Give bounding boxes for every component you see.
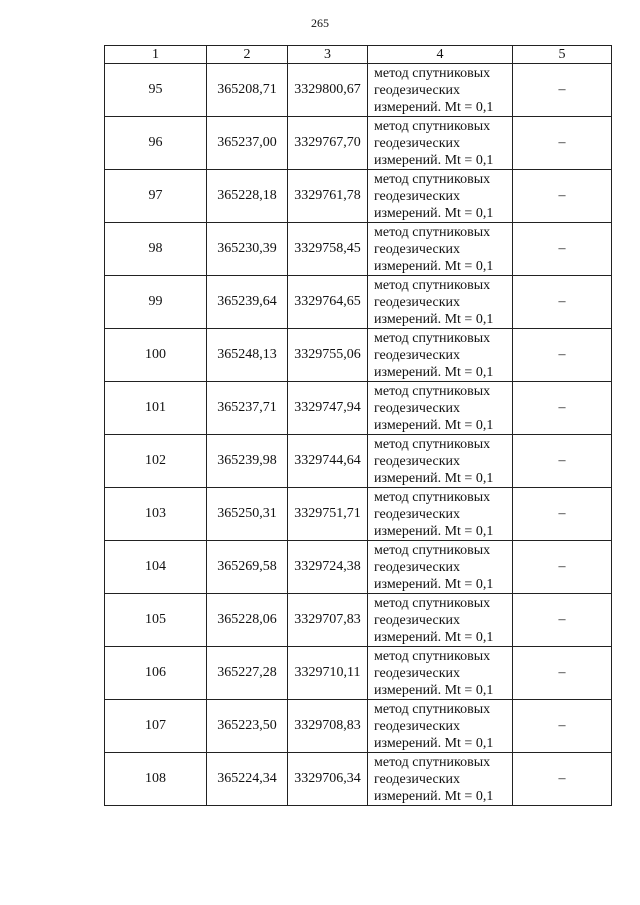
- method-line-2: геодезических: [374, 241, 461, 257]
- y-coordinate-cell: 3329767,70: [288, 117, 368, 170]
- y-coordinate-cell: 3329706,34: [288, 753, 368, 806]
- method-cell: [368, 435, 513, 488]
- y-coordinate-cell: 3329724,38: [288, 541, 368, 594]
- table-row: [105, 541, 612, 594]
- column-5-cell: –: [513, 753, 612, 806]
- point-number-cell: 96: [105, 117, 207, 170]
- point-number-cell: 99: [105, 276, 207, 329]
- method-line-1: метод спутниковых: [374, 118, 491, 134]
- y-coordinate-cell: 3329747,94: [288, 382, 368, 435]
- table-row: [105, 594, 612, 647]
- x-coordinate-cell: 365237,71: [207, 382, 288, 435]
- method-cell: [368, 64, 513, 117]
- table-row: [105, 647, 612, 700]
- column-5-cell: –: [513, 488, 612, 541]
- method-line-2: геодезических: [374, 453, 461, 469]
- point-number-cell: 105: [105, 594, 207, 647]
- method-line-2: геодезических: [374, 188, 461, 204]
- method-line-1: метод спутниковых: [374, 489, 491, 505]
- method-line-3: измерений. Mt = 0,1: [374, 788, 494, 804]
- y-coordinate-cell: 3329751,71: [288, 488, 368, 541]
- x-coordinate-cell: 365224,34: [207, 753, 288, 806]
- y-coordinate-cell: 3329758,45: [288, 223, 368, 276]
- x-coordinate-cell: 365230,39: [207, 223, 288, 276]
- point-number-cell: 101: [105, 382, 207, 435]
- method-line-1: метод спутниковых: [374, 330, 491, 346]
- x-coordinate-cell: 365269,58: [207, 541, 288, 594]
- method-line-2: геодезических: [374, 506, 461, 522]
- x-coordinate-cell: 365239,64: [207, 276, 288, 329]
- method-cell: [368, 170, 513, 223]
- x-coordinate-cell: 365227,28: [207, 647, 288, 700]
- point-number-cell: 97: [105, 170, 207, 223]
- method-line-1: метод спутниковых: [374, 171, 491, 187]
- header-row: [105, 46, 612, 64]
- point-number-cell: 103: [105, 488, 207, 541]
- y-coordinate-cell: 3329764,65: [288, 276, 368, 329]
- method-line-3: измерений. Mt = 0,1: [374, 470, 494, 486]
- y-coordinate-cell: 3329761,78: [288, 170, 368, 223]
- x-coordinate-cell: 365208,71: [207, 64, 288, 117]
- method-line-3: измерений. Mt = 0,1: [374, 311, 494, 327]
- table-row: [105, 64, 612, 117]
- table-row: [105, 223, 612, 276]
- point-number-cell: 102: [105, 435, 207, 488]
- method-cell: [368, 382, 513, 435]
- table-row: [105, 276, 612, 329]
- method-line-2: геодезических: [374, 771, 461, 787]
- x-coordinate-cell: 365223,50: [207, 700, 288, 753]
- table-header: [105, 46, 612, 64]
- method-line-1: метод спутниковых: [374, 383, 491, 399]
- point-number-cell: 100: [105, 329, 207, 382]
- table-body: [105, 64, 612, 806]
- y-coordinate-cell: 3329755,06: [288, 329, 368, 382]
- method-line-2: геодезических: [374, 82, 461, 98]
- method-line-3: измерений. Mt = 0,1: [374, 629, 494, 645]
- method-cell: [368, 276, 513, 329]
- method-line-2: геодезических: [374, 347, 461, 363]
- point-number-cell: 107: [105, 700, 207, 753]
- method-line-3: измерений. Mt = 0,1: [374, 99, 494, 115]
- table-row: [105, 435, 612, 488]
- page-number: 265: [311, 16, 329, 30]
- table-row: [105, 382, 612, 435]
- method-line-2: геодезических: [374, 294, 461, 310]
- header-col-5: 5: [513, 46, 612, 64]
- method-line-1: метод спутниковых: [374, 648, 491, 664]
- method-line-3: измерений. Mt = 0,1: [374, 258, 494, 274]
- method-line-1: метод спутниковых: [374, 701, 491, 717]
- column-5-cell: –: [513, 594, 612, 647]
- table-row: [105, 488, 612, 541]
- x-coordinate-cell: 365239,98: [207, 435, 288, 488]
- point-number-cell: 106: [105, 647, 207, 700]
- method-line-1: метод спутниковых: [374, 754, 491, 770]
- column-5-cell: –: [513, 170, 612, 223]
- method-cell: [368, 541, 513, 594]
- method-line-2: геодезических: [374, 400, 461, 416]
- method-line-3: измерений. Mt = 0,1: [374, 364, 494, 380]
- method-line-1: метод спутниковых: [374, 436, 491, 452]
- method-cell: [368, 223, 513, 276]
- column-5-cell: –: [513, 541, 612, 594]
- method-line-1: метод спутниковых: [374, 595, 491, 611]
- y-coordinate-cell: 3329744,64: [288, 435, 368, 488]
- x-coordinate-cell: 365228,18: [207, 170, 288, 223]
- method-line-3: измерений. Mt = 0,1: [374, 735, 494, 751]
- column-5-cell: –: [513, 276, 612, 329]
- x-coordinate-cell: 365237,00: [207, 117, 288, 170]
- header-col-1: 1: [105, 46, 207, 64]
- method-line-2: геодезических: [374, 135, 461, 151]
- method-line-3: измерений. Mt = 0,1: [374, 523, 494, 539]
- column-5-cell: –: [513, 223, 612, 276]
- column-5-cell: –: [513, 382, 612, 435]
- table-row: [105, 700, 612, 753]
- method-line-3: измерений. Mt = 0,1: [374, 576, 494, 592]
- method-cell: [368, 753, 513, 806]
- table-row: [105, 753, 612, 806]
- coordinates-table: [104, 45, 612, 806]
- method-cell: [368, 647, 513, 700]
- method-line-3: измерений. Mt = 0,1: [374, 682, 494, 698]
- point-number-cell: 95: [105, 64, 207, 117]
- method-cell: [368, 488, 513, 541]
- method-line-3: измерений. Mt = 0,1: [374, 152, 494, 168]
- table-row: [105, 170, 612, 223]
- method-line-1: метод спутниковых: [374, 224, 491, 240]
- table-row: [105, 329, 612, 382]
- header-col-2: 2: [207, 46, 288, 64]
- method-cell: [368, 594, 513, 647]
- y-coordinate-cell: 3329707,83: [288, 594, 368, 647]
- method-line-1: метод спутниковых: [374, 542, 491, 558]
- header-col-4: 4: [368, 46, 513, 64]
- column-5-cell: –: [513, 700, 612, 753]
- column-5-cell: –: [513, 329, 612, 382]
- header-col-3: 3: [288, 46, 368, 64]
- method-line-2: геодезических: [374, 612, 461, 628]
- method-line-2: геодезических: [374, 559, 461, 575]
- method-cell: [368, 117, 513, 170]
- table-row: [105, 117, 612, 170]
- x-coordinate-cell: 365250,31: [207, 488, 288, 541]
- method-line-3: измерений. Mt = 0,1: [374, 417, 494, 433]
- point-number-cell: 108: [105, 753, 207, 806]
- column-5-cell: –: [513, 64, 612, 117]
- column-5-cell: –: [513, 117, 612, 170]
- y-coordinate-cell: 3329708,83: [288, 700, 368, 753]
- x-coordinate-cell: 365228,06: [207, 594, 288, 647]
- method-line-1: метод спутниковых: [374, 277, 491, 293]
- y-coordinate-cell: 3329710,11: [288, 647, 368, 700]
- y-coordinate-cell: 3329800,67: [288, 64, 368, 117]
- method-line-2: геодезических: [374, 665, 461, 681]
- point-number-cell: 98: [105, 223, 207, 276]
- point-number-cell: 104: [105, 541, 207, 594]
- column-5-cell: –: [513, 647, 612, 700]
- method-cell: [368, 329, 513, 382]
- column-5-cell: –: [513, 435, 612, 488]
- method-line-2: геодезических: [374, 718, 461, 734]
- x-coordinate-cell: 365248,13: [207, 329, 288, 382]
- method-line-1: метод спутниковых: [374, 65, 491, 81]
- method-cell: [368, 700, 513, 753]
- method-line-3: измерений. Mt = 0,1: [374, 205, 494, 221]
